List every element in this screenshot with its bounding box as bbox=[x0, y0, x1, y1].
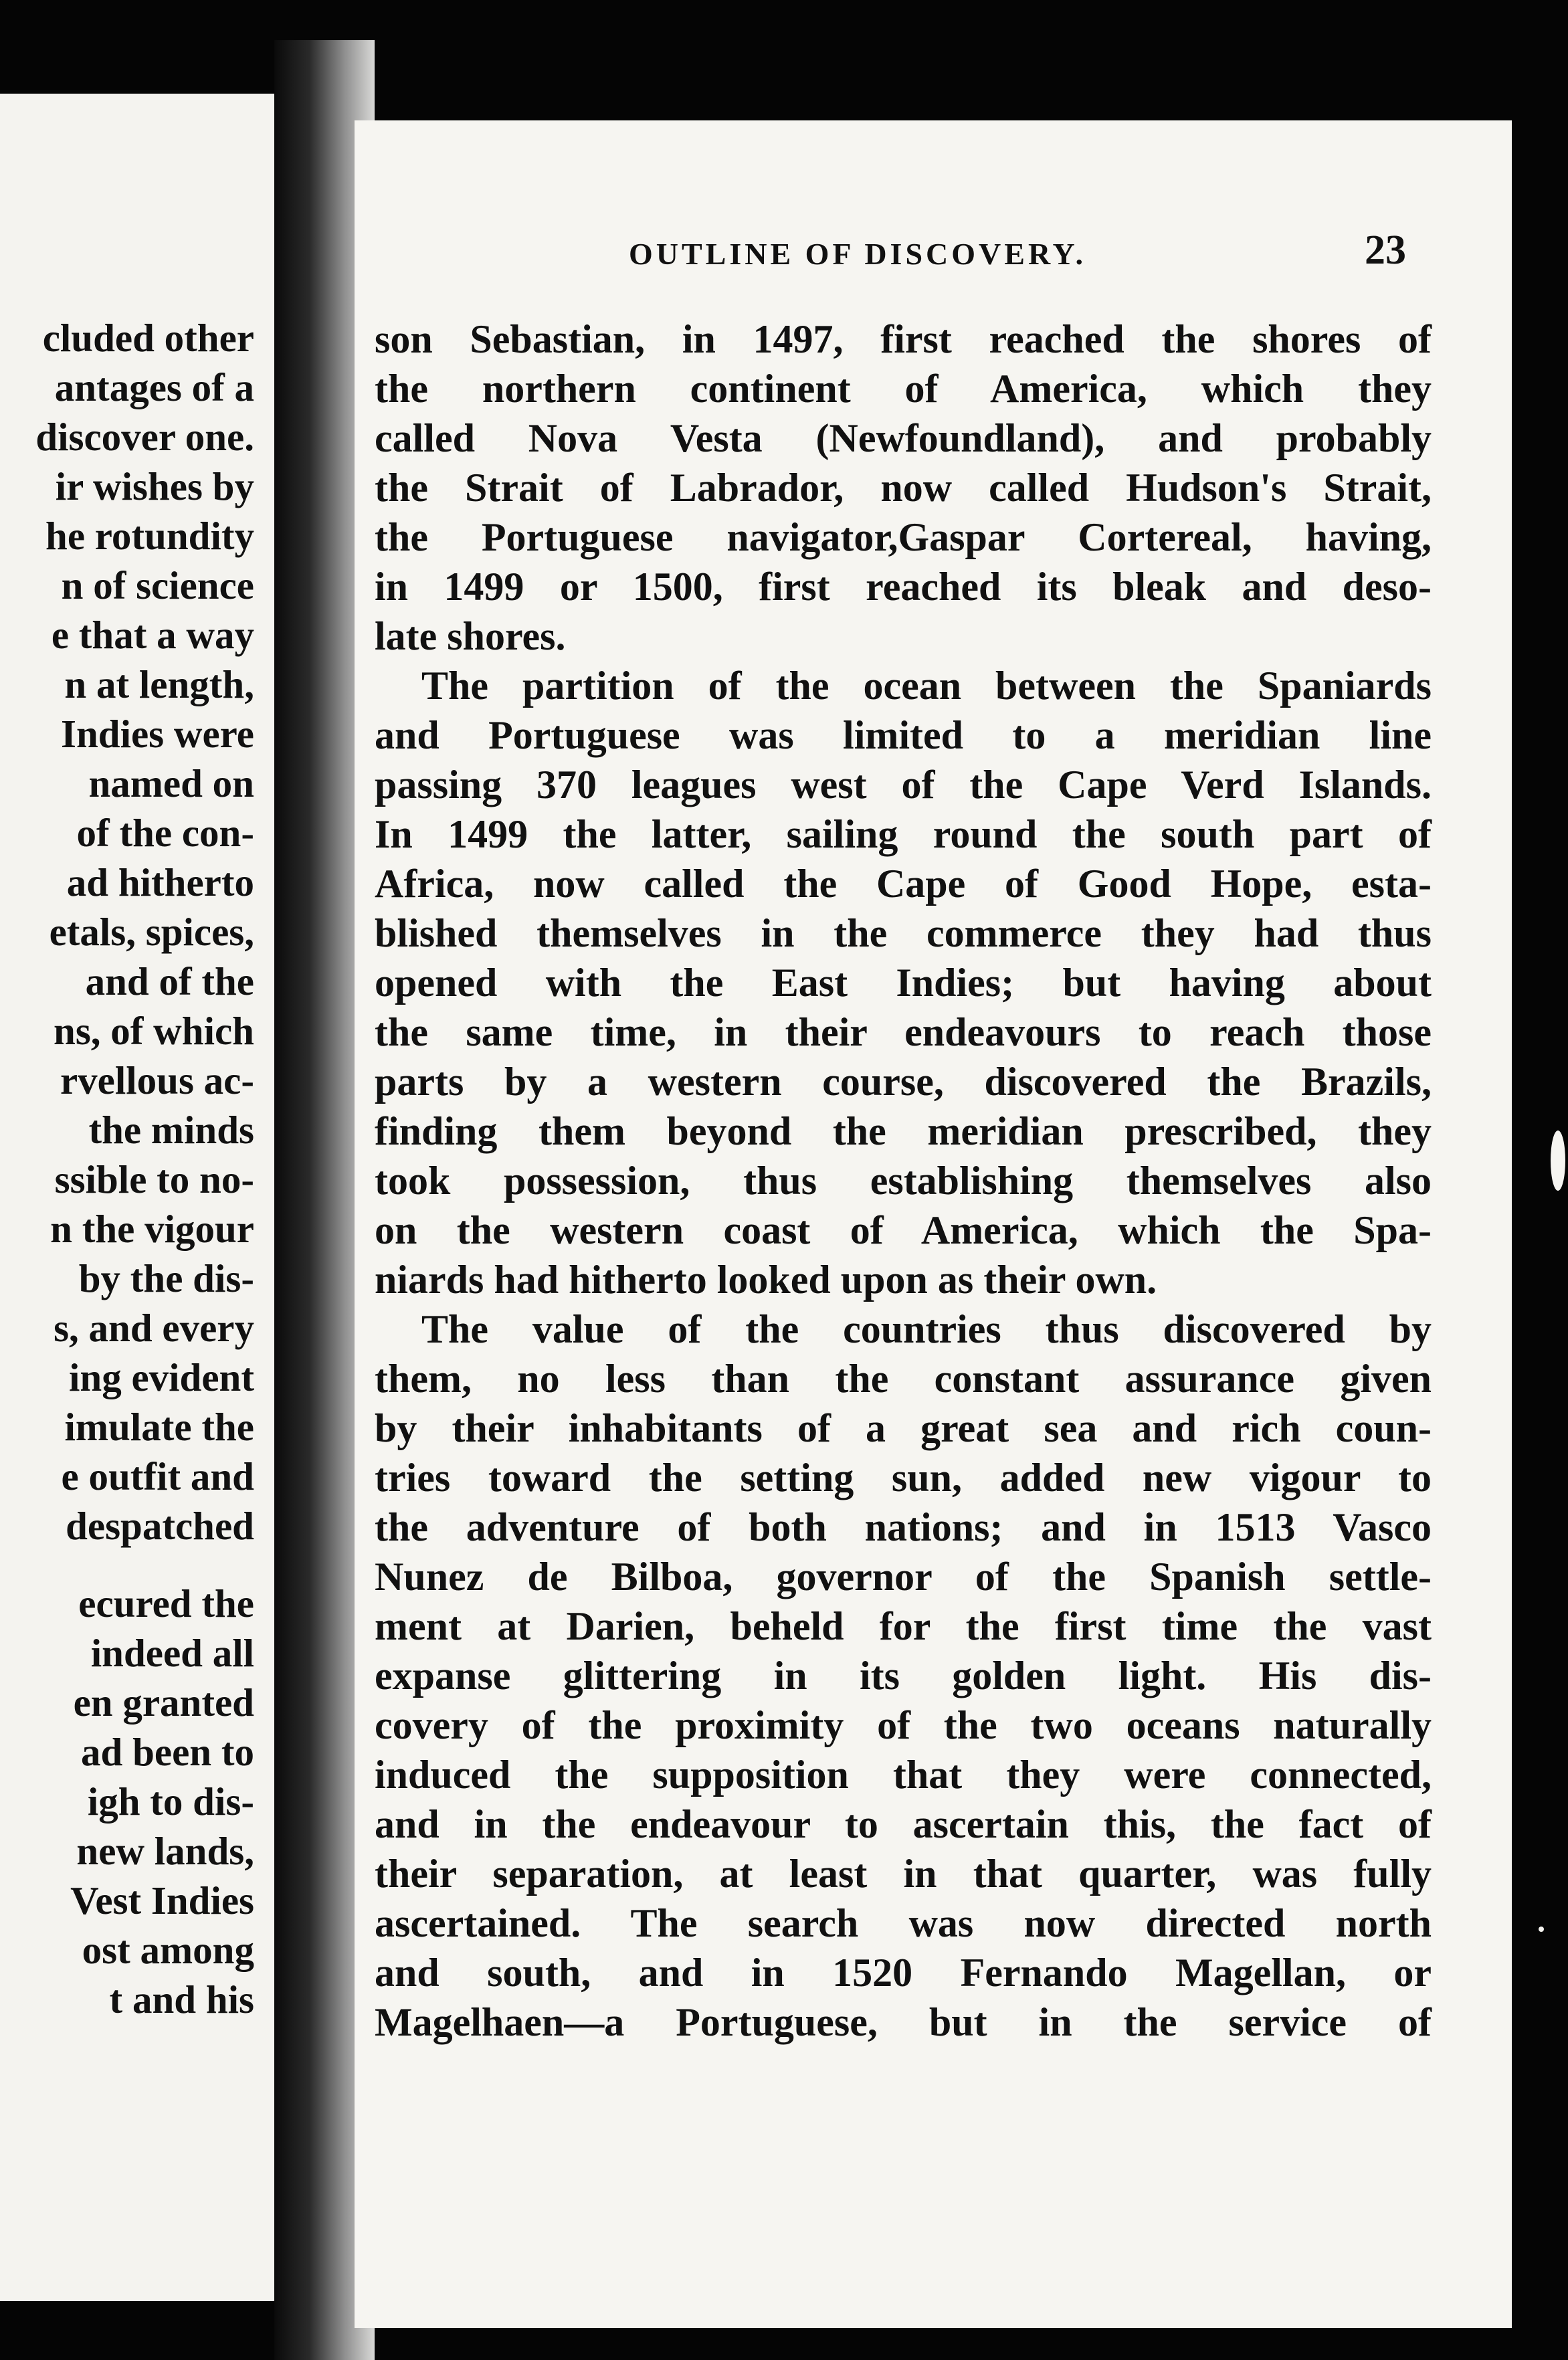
running-head-title: OUTLINE OF DISCOVERY. bbox=[629, 237, 1087, 271]
text-line: and Portuguese was limited to a meridian line bbox=[375, 713, 1432, 757]
text-line: on the western coast of America, which the Spa- bbox=[375, 1208, 1432, 1252]
text-line: the adventure of both nations; and in 1513 Vasco bbox=[375, 1505, 1432, 1549]
page-body bbox=[375, 314, 1432, 2047]
previous-page-line: despatched bbox=[66, 1504, 254, 1548]
previous-page-line: by the dis- bbox=[78, 1256, 254, 1300]
text-line: by their inhabitants of a great sea and rich coun- bbox=[375, 1406, 1432, 1450]
text-line: ment at Darien, beheld for the first time the vast bbox=[375, 1604, 1432, 1648]
text-line: finding them beyond the meridian prescribed, they bbox=[375, 1109, 1432, 1153]
scan-speck bbox=[1539, 1927, 1544, 1932]
previous-page-line: the minds bbox=[88, 1108, 254, 1152]
paragraph-2 bbox=[375, 661, 1432, 1304]
text-line: Magelhaen—a Portuguese, but in the service of bbox=[375, 2000, 1432, 2044]
text-line: covery of the proximity of the two oceans naturally bbox=[375, 1703, 1432, 1747]
text-line: blished themselves in the commerce they had thus bbox=[375, 911, 1432, 955]
text-line: the Portuguese navigator,Gaspar Cortereal, having, bbox=[375, 515, 1432, 559]
previous-page-line: indeed all bbox=[90, 1631, 254, 1675]
previous-page-line: Indies were bbox=[61, 712, 254, 756]
paragraph-1 bbox=[375, 314, 1432, 661]
text-line: their separation, at least in that quarter, was fully bbox=[375, 1852, 1432, 1896]
text-line: Africa, now called the Cape of Good Hope, esta- bbox=[375, 862, 1432, 906]
text-line: parts by a western course, discovered the Brazils, bbox=[375, 1060, 1432, 1104]
text-line: the northern continent of America, which they bbox=[375, 367, 1432, 411]
previous-page-line: discover one. bbox=[35, 415, 254, 459]
previous-page-line: igh to dis- bbox=[87, 1779, 254, 1824]
previous-page-line: new lands, bbox=[76, 1829, 254, 1873]
text-line: The value of the countries thus discovered by bbox=[421, 1307, 1432, 1351]
previous-page-line: cluded other bbox=[42, 316, 254, 360]
text-line: tries toward the setting sun, added new vigour to bbox=[375, 1456, 1432, 1500]
scan-speck bbox=[1551, 1130, 1565, 1191]
text-line: The partition of the ocean between the Spaniards bbox=[421, 664, 1432, 708]
previous-page-line: etals, spices, bbox=[49, 910, 254, 954]
previous-page-line: antages of a bbox=[54, 365, 254, 409]
previous-page-line: imulate the bbox=[64, 1405, 254, 1449]
text-line: expanse glittering in its golden light. His dis- bbox=[375, 1654, 1432, 1698]
previous-page-line: ost among bbox=[82, 1928, 254, 1972]
text-line: ascertained. The search was now directed north bbox=[375, 1901, 1432, 1945]
text-line: In 1499 the latter, sailing round the south part of bbox=[375, 812, 1432, 856]
previous-page-line: ad been to bbox=[81, 1730, 254, 1774]
previous-page-line: named on bbox=[88, 761, 254, 805]
page-number: 23 bbox=[1365, 227, 1406, 273]
previous-page-line: rvellous ac- bbox=[60, 1058, 254, 1102]
previous-page-line: of the con- bbox=[76, 811, 254, 855]
previous-page-line: ns, of which bbox=[54, 1009, 254, 1053]
text-line: passing 370 leagues west of the Cape Verd Islands. bbox=[375, 763, 1432, 807]
text-line: the same time, in their endeavours to reach those bbox=[375, 1010, 1432, 1054]
text-line: son Sebastian, in 1497, first reached the shores of bbox=[375, 317, 1432, 361]
text-line: in 1499 or 1500, first reached its bleak and deso- bbox=[375, 565, 1432, 609]
text-line: them, no less than the constant assurance given bbox=[375, 1357, 1432, 1401]
previous-page-line: n of science bbox=[61, 563, 254, 607]
text-line: called Nova Vesta (Newfoundland), and probably bbox=[375, 416, 1432, 460]
text-line: opened with the East Indies; but having about bbox=[375, 961, 1432, 1005]
current-page bbox=[355, 120, 1512, 2328]
previous-page-line: en granted bbox=[73, 1680, 254, 1725]
previous-page-line: n at length, bbox=[64, 662, 254, 706]
text-line: Nunez de Bilboa, governor of the Spanish settle- bbox=[375, 1555, 1432, 1599]
text-line: took possession, thus establishing themselves also bbox=[375, 1159, 1432, 1203]
previous-page-line: ssible to no- bbox=[54, 1157, 254, 1201]
text-line: and south, and in 1520 Fernando Magellan, or bbox=[375, 1951, 1432, 1995]
text-line: late shores. bbox=[375, 614, 566, 658]
previous-page-line: ecured the bbox=[78, 1581, 254, 1626]
previous-page-fragment bbox=[0, 94, 274, 2301]
previous-page-line: n the vigour bbox=[50, 1207, 254, 1251]
previous-page-line: Vest Indies bbox=[70, 1878, 254, 1923]
previous-page-line: he rotundity bbox=[45, 514, 254, 558]
previous-page-line: e that a way bbox=[51, 613, 254, 657]
text-line: and in the endeavour to ascertain this, the fact of bbox=[375, 1802, 1432, 1846]
text-line: induced the supposition that they were connected, bbox=[375, 1753, 1432, 1797]
previous-page-line: and of the bbox=[85, 959, 254, 1003]
previous-page-line: ing evident bbox=[69, 1355, 254, 1399]
previous-page-text bbox=[0, 313, 254, 2024]
previous-page-line: t and his bbox=[109, 1977, 254, 2022]
previous-page-line: ad hitherto bbox=[66, 860, 254, 904]
text-line: niards had hitherto looked upon as their own. bbox=[375, 1258, 1157, 1302]
previous-page-line: s, and every bbox=[54, 1306, 254, 1350]
previous-page-line: e outfit and bbox=[61, 1454, 254, 1498]
previous-page-line: ir wishes by bbox=[55, 464, 254, 508]
paragraph-3 bbox=[375, 1304, 1432, 2047]
running-head bbox=[355, 227, 1512, 281]
text-line: the Strait of Labrador, now called Hudson's Strait, bbox=[375, 466, 1432, 510]
